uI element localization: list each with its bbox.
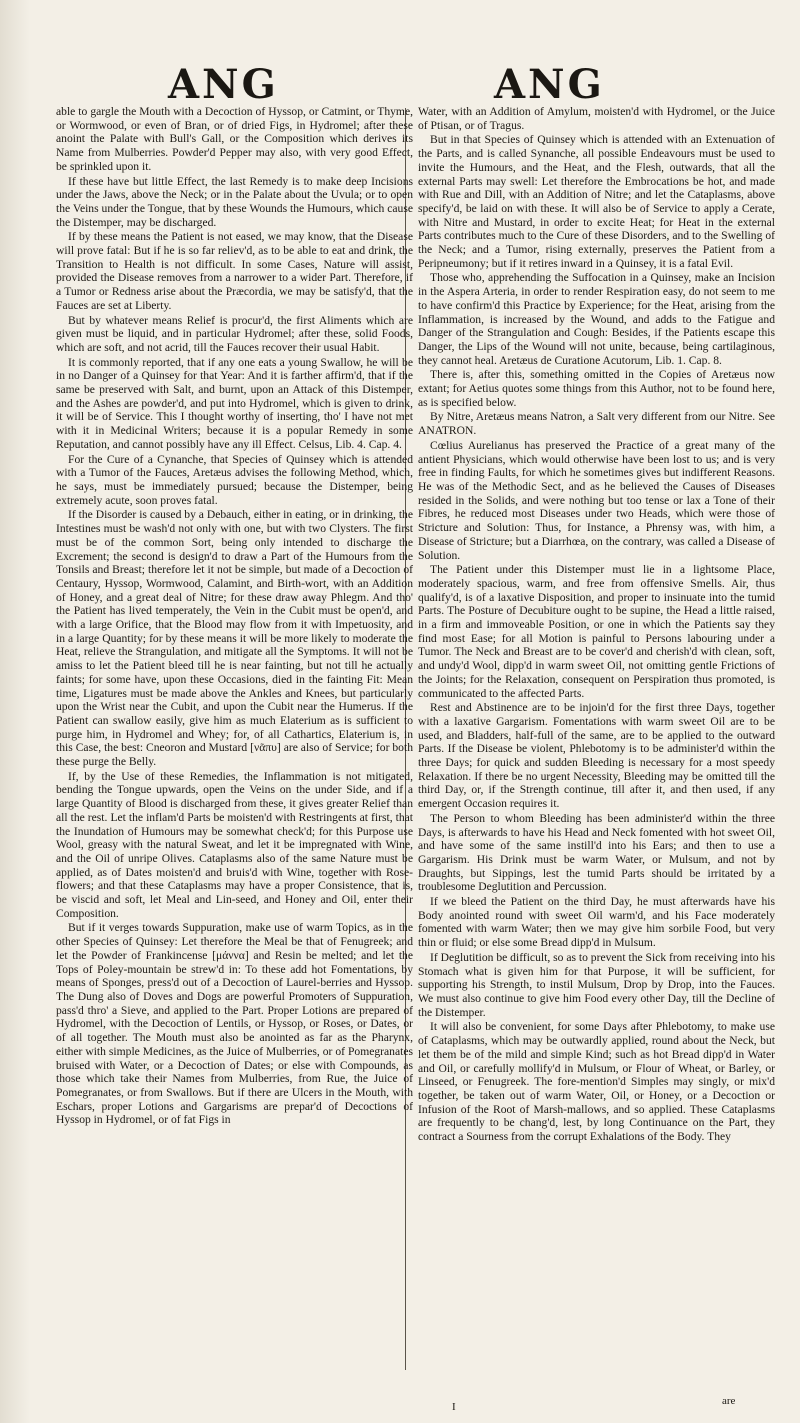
header-right-word: ANG	[494, 61, 605, 108]
paragraph: If these have but little Effect, the last Remedy is to make deep Incisions under the Jaws, above the Neck; or in the Palate about the Uvula; or to open the Veins under the Tongue, that by these Wounds the Humours, which cause the Distemper, may be discharged.	[56, 174, 413, 229]
paragraph: By Nitre, Aretæus means Natron, a Salt very different from our Nitre. See ANATRON.	[418, 410, 775, 438]
paragraph: But by whatever means Relief is procur'd, the first Aliments which are given must be liquid, and in particular Hydromel; after these, solid Foods, which are soft, and not acrid, till the Fauces recover their usual Habit.	[56, 313, 413, 354]
paragraph: If, by the Use of these Remedies, the Inflammation is not mitigated, bending the Tongue upwards, open the Veins on the under Side, and if a large Quantity of Blood is discharged from these, it gives greater Relief than all the rest. Let the inflam'd Parts be moisten'd with Restringents at first, that the Inundation of Humours may be somewhat check'd; for this Purpose use Wool, greasy with the natural Sweat, and let it be impregnated with Wine, and the Oil of unripe Olives. Cataplasms also of the same Nature must be applied, as of Dates moisten'd and bruis'd with Wine, together with Rose-flowers; and that these Cataplasms may have a proper Consistence, that is, be viscid and soft, let Meal and Lin-seed, and Honey and Oil, enter their Composition.	[56, 769, 413, 920]
paragraph: The Person to whom Bleeding has been administer'd within the three Days, is afterwards to have his Head and Neck fomented with hot sweet Oil, and have some of the same instill'd into his Ears; and then to use a Gargarism. His Drink must be warm Water, or Mulsum, and not by Draughts, but Sippings, lest the tumid Parts should be irritated by a troublesome Deglutition and Percussion.	[418, 811, 775, 894]
paragraph: But if it verges towards Suppuration, make use of warm Topics, as in the other Species of Quinsey: Let therefore the Meal be that of Fenugreek; and let the Powder of Frankincense [μάννα] and Resin be melted; and let the Tops of Poley-mountain be strew'd in: To these add hot Fomentations, by means of Sponges, press'd out of a Decoction of Laurel-berries and Hyssop. The Dung also of Doves and Dogs are powerful Promoters of Suppuration, pass'd thro' a Sieve, and applied to the Part. Proper Lotions are prepared of Hydromel, with the Decoction of Lentils, or Hyssop, or Roses, or Dates, or of all together. The Mouth must also be anointed as far as the Pharynx, either with simple Medicines, as the Juice of Mulberries, or of Pomegranates bruised with Water, or a Decoction of Dates; or else with Compounds, as those which take their Names from Mulberries, from Rue, the Juice of Pomegranates, or from Swallows. But if there are Ulcers in the Mouth, with Eschars, proper Lotions and Gargarisms are prepar'd of Decoctions of Hyssop in Hydromel, or of fat Figs in	[56, 921, 413, 1127]
paragraph: Those who, apprehending the Suffocation in a Quinsey, make an Incision in the Aspera Arteria, in order to render Respiration easy, do not seem to me to have confirm'd this Practice by Experience; for the Heat, arising from the Inflammation, is increased by the Wound, and adds to the Fatigue and Danger of the Strangulation and Cough: Besides, if the Patients escape this Danger, the Lips of the Wound will not unite, because, being cartilaginous, they cannot heal. Aretæus de Curatione Acutorum, Lib. 1. Cap. 8.	[418, 271, 775, 367]
paragraph: If the Disorder is caused by a Debauch, either in eating, or in drinking, the Intestines must be wash'd not only with one, but with two Clysters. The first must be of the common Sort, being only intended to discharge the Excrement; the second is design'd to draw a Part of the Humours from the Tonsils and Breast; therefore let it not be simple, but made of a Decoction of Centaury, Hyssop, Wormwood, Calamint, and Birth-wort, with an Addition of Honey, and a great deal of Nitre; for these draw away Phlegm. And tho' the Patient has lived temperately, the Vein in the Cubit must be open'd, and with a large Orifice, that the Blood may flow from it with Impetuosity, and in a large Quantity; for by these means it will be more likely to moderate the Heat, relieve the Strangulation, and mitigate all the Symptoms. It will not be amiss to let the Patient bleed till he is near fainting, but not till he actually faints; for some have, upon these Occasions, died in the fainting Fit: Mean time, Ligatures must be made above the Ankles and Knees, but particularly upon the Wrist near the Cubit, and upon the Cubit near the Humerus. If the Patient can swallow easily, give him as much Elaterium as is sufficient to purge him, in Hydromel and Whey; for, of all Cathartics, Elaterium is, in this Case, the best: Cneoron and Mustard [νᾶπυ] are also of Service; for both these purge the Belly.	[56, 508, 413, 769]
page-footer	[0, 1395, 800, 1417]
paragraph: Rest and Abstinence are to be injoin'd for the first three Days, together with a laxative Gargarism. Fomentations with warm sweet Oil are to be used, and Bladders, half-full of the same, are to be applied to the outward Parts. If the Disease be violent, Phlebotomy is to be administer'd within the three Days; for quick and sudden Bleeding is necessary for a most speedy Relaxation. If there be no urgent Necessity, Bleeding may be omitted till the third Day, or, if the Strength continue, till after it, and then used, if any emergent Occasion requires it.	[418, 701, 775, 811]
paragraph: The Patient under this Distemper must lie in a lightsome Place, moderately spacious, warm, and free from offensive Smells. Air, thus qualify'd, is of a laxative Disposition, and proper to insinuate into the tumid Parts. The Posture of Decubiture ought to be supine, the Head a little raised, in a firm and immoveable Position, or one in which the Patients say they find most Ease; for all Motion is painful to Persons labouring under a Tumor. The Neck and Breast are to be cover'd and cherish'd with clean, soft, and undy'd Wool, dipp'd in warm sweet Oil, not omitting gentle Frictions of the Joints; for the Relaxation, consequent on Perspiration thus promoted, is communicated to the affected Parts.	[418, 563, 775, 700]
paragraph: Water, with an Addition of Amylum, moisten'd with Hydromel, or the Juice of Ptisan, or of Tragus.	[418, 105, 775, 132]
paragraph: If Deglutition be difficult, so as to prevent the Sick from receiving into his Stomach what is given him for that Purpose, it will be sufficient, for supporting his Strength, to instil Mulsum, Drop by Drop, into the Fauces. We must also continue to give him Food every other Day, till the Decline of the Distemper.	[418, 950, 775, 1019]
paragraph: There is, after this, something omitted in the Copies of Aretæus now extant; for Aetius quotes some things from this Author, not to be found here, as is specified below.	[418, 368, 775, 409]
right-column	[418, 105, 775, 1375]
paragraph: It is commonly reported, that if any one eats a young Swallow, he will be in no Danger of a Quinsey for that Year: And it is farther affirm'd, that if the same be preserved with Salt, and burnt, upon an Attack of this Distemper, and the Ashes are powder'd, and put into Hydromel, which is given to drink, it will be of Service. This I thought worthy of inserting, tho' I have not met with it in Medicinal Writers; because it is a popular Remedy in some Reputation, and cannot possibly have any ill Effect. Celsus, Lib. 4. Cap. 4.	[56, 355, 413, 451]
left-column	[56, 105, 413, 1375]
page-edge-shadow	[0, 0, 30, 1423]
signature-mark: I	[452, 1401, 456, 1413]
paragraph: But in that Species of Quinsey which is attended with an Extenuation of the Parts, and is called Synanche, all possible Endeavours must be used to invite the Humours, and the Heat, and the Flesh, outwards, that all the external Parts may swell: Let therefore the Embrocations be hot, and made with Rue and Dill, with an Addition of Nitre; and let the Cataplasms, above specify'd, be laid on with these. It will also be of Service to apply a Cerate, with Nitre and Mustard, in order to excite Heat; for Heat in the external Parts contributes much to the Cure of these Disorders, and to the Swelling of the Neck; and a Tumor, rising externally, preserves the Patient from a Peripneumony; but if it retires inward in a Quinsey, it is a fatal Evil.	[418, 133, 775, 270]
paragraph: If by these means the Patient is not eased, we may know, that the Disease will prove fatal: But if he is so far reliev'd, as to be able to eat and drink, the Transition to Health is not difficult. In some Cases, Nature will assist, provided the Disease removes from a narrower to a wider Part. Therefore, if a Tumor or Redness arise about the Præcordia, we may be satisfy'd, that the Fauces are set at Liberty.	[56, 230, 413, 312]
paragraph: Cœlius Aurelianus has preserved the Practice of a great many of the antient Physicians, which would otherwise have been lost to us; and is very free in finding Faults, for which he sometimes gives but indifferent Reasons. He was of the Methodic Sect, and as he believed the Causes of Diseases resided in the Solids, and were nothing but too tense or lax a Tone of their Fibres, he reduced most Diseases under two Heads, which were those of Stricture and Solution: Thus, for Instance, a Phrensy was, with him, a Disease of Stricture; but a Diarrhœa, on the contrary, was called a Disease of Solution.	[418, 438, 775, 562]
catchword: are	[722, 1395, 736, 1407]
paragraph: If we bleed the Patient on the third Day, he must afterwards have his Body anointed round with sweet Oil warm'd, and his Face moderately fomented with warm Water; then we may give him sorbile Food, but very thin or fluid; or else some Bread dipp'd in Mulsum.	[418, 895, 775, 950]
paragraph: For the Cure of a Cynanche, that Species of Quinsey which is attended with a Tumor of the Fauces, Aretæus advises the following Method, which, he says, must be immediately pursued; because the Distemper, being extremely acute, soon proves fatal.	[56, 452, 413, 507]
running-header	[0, 62, 800, 108]
paragraph: able to gargle the Mouth with a Decoction of Hyssop, or Catmint, or Thyme, or Wormwood, or even of Bran, or of dried Figs, in Hydromel; after these anoint the Palate with Bull's Gall, or the Composition which derives its Name from Mulberries. Powder'd Pepper may also, with very good Effect, be sprinkled upon it.	[56, 105, 413, 173]
paragraph: It will also be convenient, for some Days after Phlebotomy, to make use of Cataplasms, which may be outwardly applied, round about the Neck, but let them be of the mild and simple Kind; such as hot Bread dipp'd in Water and Oil, or carefully mollify'd in Mulsum, or Flour of Wheat, or Barley, or Linseed, or Fenugreek. The fore-mention'd Simples may singly, or mix'd together, be taken out of warm Water, Oil, or Honey, or a Decoction or Infusion of the Root of Marsh-mallows, and so applied. These Cataplasms are frequently to be chang'd, lest, by long Continuance on the Part, they contract a Sourness from the corrupt Exhalations of the Body. They	[418, 1020, 775, 1144]
header-left-word: ANG	[168, 61, 279, 108]
